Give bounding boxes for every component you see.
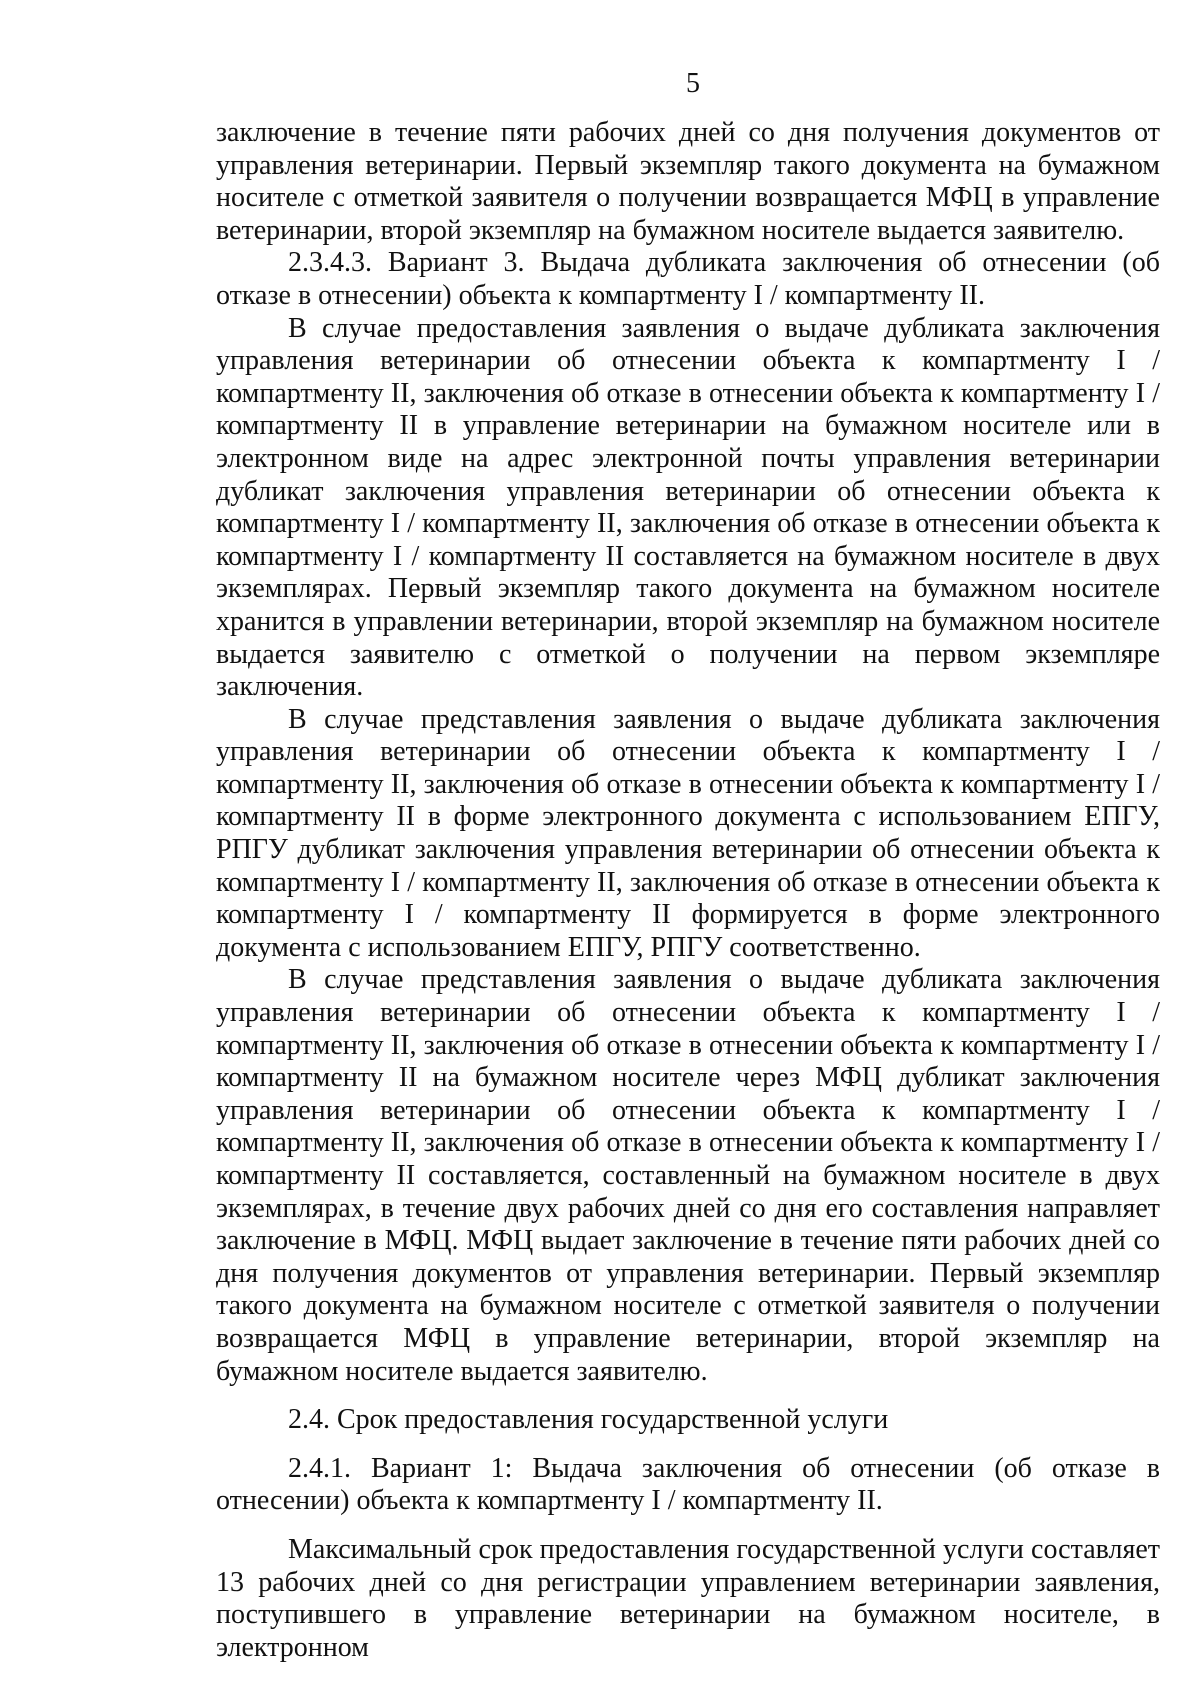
paragraph-variant-3-heading: 2.3.4.3. Вариант 3. Выдача дубликата заключения об отнесении (об отказе в отнесении) объекта к компартменту I / компартменту II. [216, 247, 1160, 311]
section-heading-2-4: 2.4. Срок предоставления государственной услуги [288, 1404, 889, 1436]
paragraph-continuation: заключение в течение пяти рабочих дней со дня получения документов от управления ветеринарии. Первый экземпляр такого документа на бумажном носителе с отметкой заявителя о получении возвращается МФЦ в управление ветеринарии, второй экземпляр на бумажном носителе выдается заявителю. [216, 117, 1160, 246]
paragraph-duplicate-mfc: В случае представления заявления о выдаче дубликата заключения управления ветеринарии об отнесении объекта к компартменту I / компартменту II, заключения об отказе в отнесении объекта к компартменту I / компартменту II на бумажном носителе через МФЦ дубликат заключения управления ветеринарии об отнесении объекта к компартменту I / компартменту II, заключения об отказе в отнесении объекта к компартменту I / компартменту II составляется, составленный на бумажном носителе в двух экземплярах, в течение двух рабочих дней со дня его составления направляет заключение в МФЦ. МФЦ выдает заключение в течение пяти рабочих дней со дня получения документов от управления ветеринарии. Первый экземпляр такого документа на бумажном носителе с отметкой заявителя о получении возвращается МФЦ в управление ветеринарии, второй экземпляр на бумажном носителе выдается заявителю. [216, 964, 1160, 1387]
paragraph-duplicate-electronic: В случае представления заявления о выдаче дубликата заключения управления ветеринарии об отнесении объекта к компартменту I / компартменту II, заключения об отказе в отнесении объекта к компартменту I / компартменту II в форме электронного документа с использованием ЕПГУ, РПГУ дубликат заключения управления ветеринарии об отнесении объекта к компартменту I / компартменту II, заключения об отказе в отнесении объекта к компартменту I / компартменту II формируется в форме электронного документа с использованием ЕПГУ, РПГУ соответственно. [216, 703, 1160, 963]
page-number: 5 [686, 68, 700, 99]
document-body [216, 117, 1160, 1664]
paragraph-max-term: Максимальный срок предоставления государственной услуги составляет 13 рабочих дней со дня регистрации управлением ветеринарии заявления, поступившего в управление ветеринарии на бумажном носителе, в электронном [216, 1533, 1160, 1663]
paragraph-duplicate-paper: В случае предоставления заявления о выдаче дубликата заключения управления ветеринарии об отнесении объекта к компартменту I / компартменту II, заключения об отказе в отнесении объекта к компартменту I / компартменту II в управление ветеринарии на бумажном носителе или в электронном виде на адрес электронной почты управления ветеринарии дубликат заключения управления ветеринарии об отнесении объекта к компартменту I / компартменту II, заключения об отказе в отнесении объекта к компартменту I / компартменту II составляется на бумажном носителе в двух экземплярах. Первый экземпляр такого документа на бумажном носителе хранится в управлении ветеринарии, второй экземпляр на бумажном носителе выдается заявителю с отметкой о получении на первом экземпляре заключения. [216, 312, 1160, 703]
paragraph-variant-1-heading: 2.4.1. Вариант 1: Выдача заключения об отнесении (об отказе в отнесении) объекта к компартменту I / компартменту II. [216, 1452, 1160, 1517]
